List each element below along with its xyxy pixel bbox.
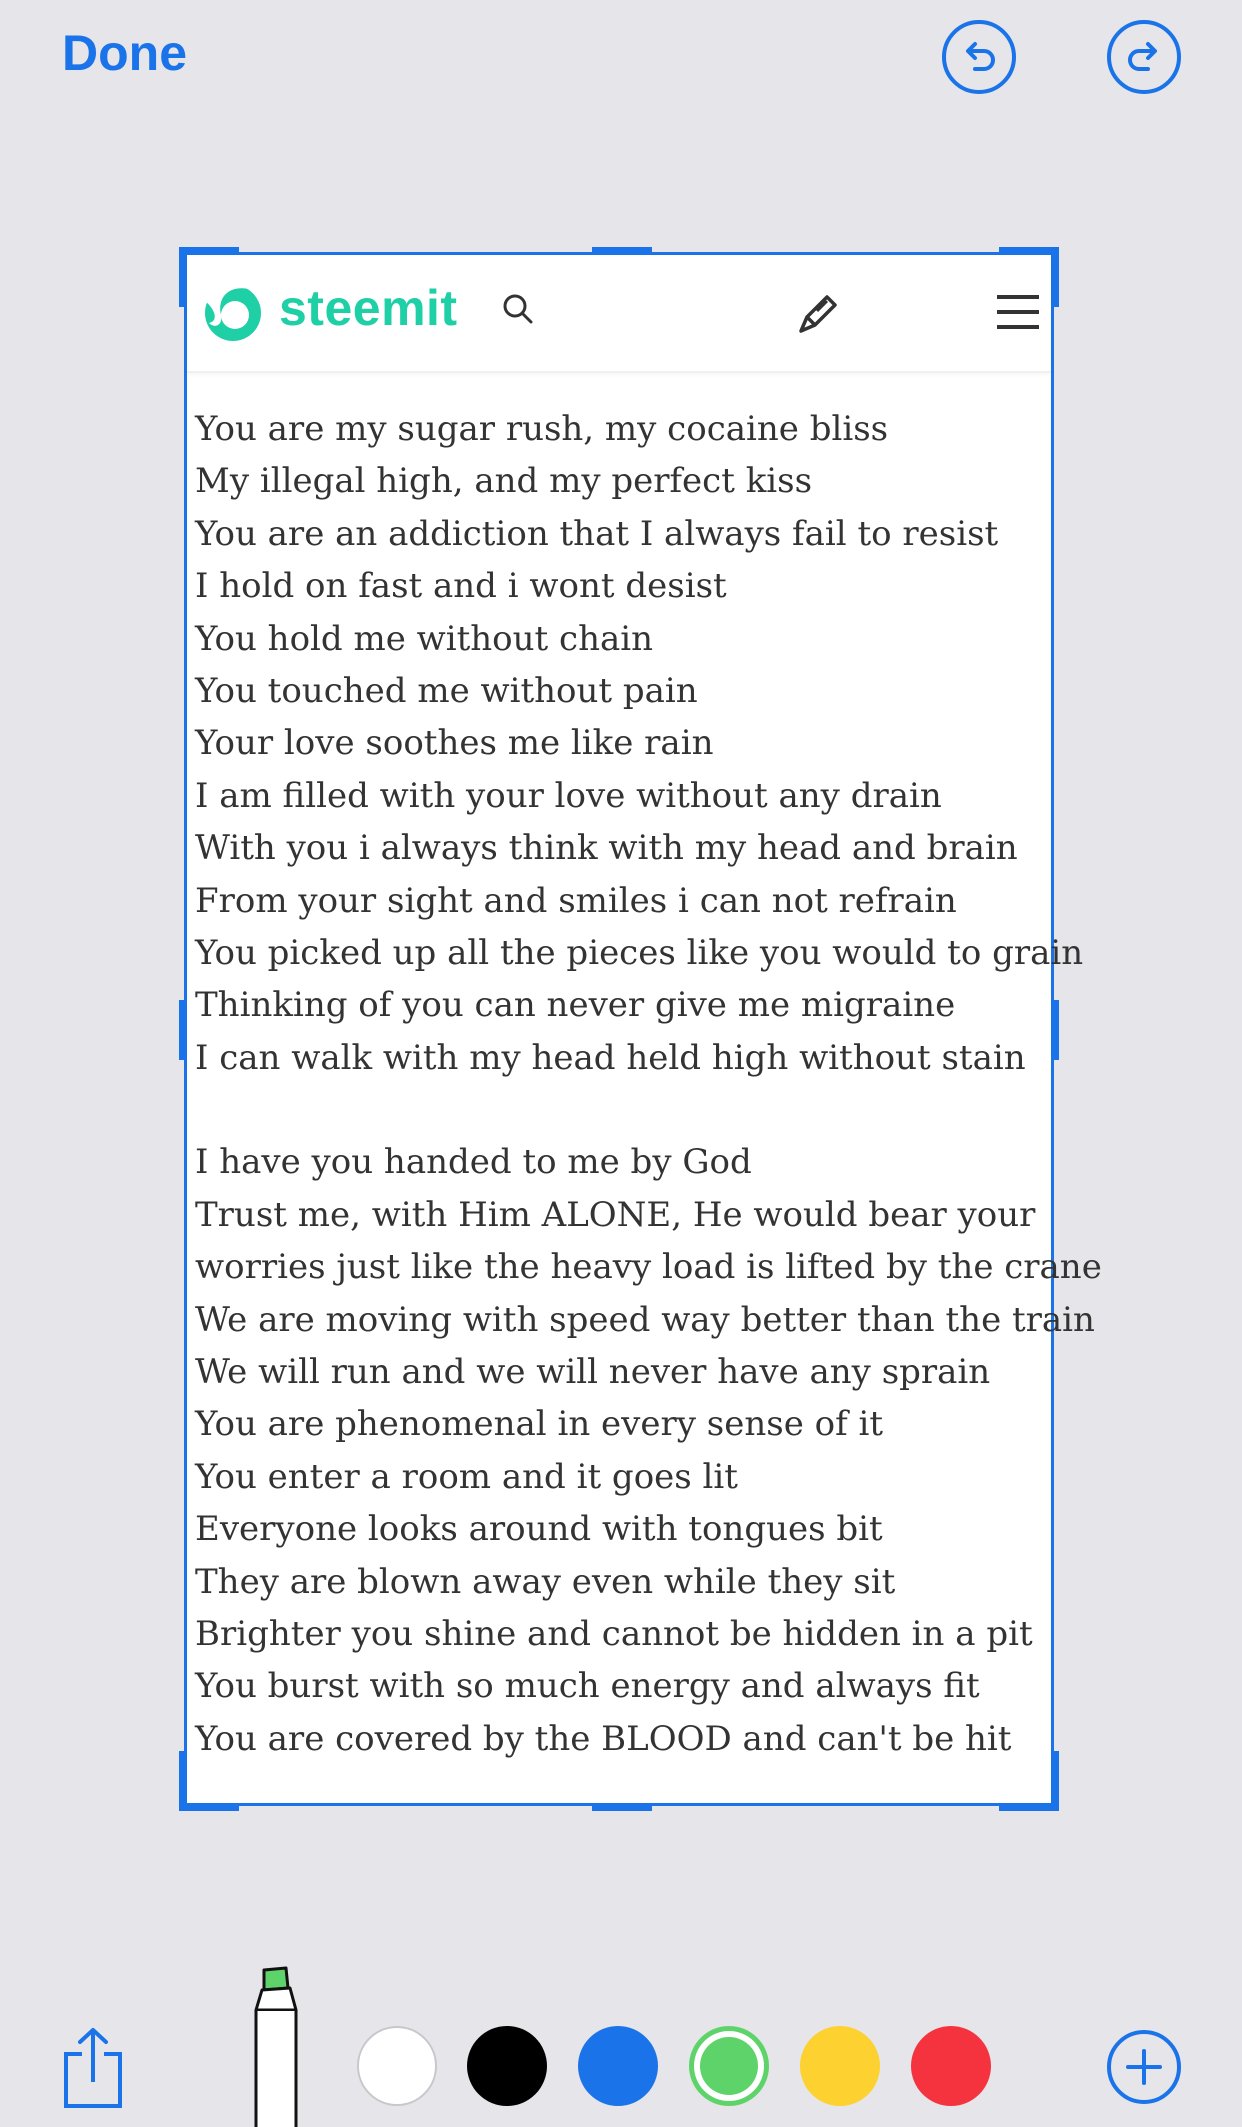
- poem-line: You are an addiction that I always fail to resist: [195, 513, 999, 554]
- poem-line: Trust me, with Him ALONE, He would bear your: [195, 1194, 1036, 1235]
- poem-line: I have you handed to me by God: [195, 1142, 752, 1183]
- poem-line: [195, 1084, 1051, 1136]
- poem-line: I can walk with my head held high without stain: [195, 1037, 1026, 1078]
- poem-line: You hold me without chain: [195, 618, 654, 659]
- poem-line: You burst with so much energy and always fit: [195, 1666, 980, 1707]
- color-swatch-white[interactable]: [357, 2026, 437, 2106]
- steemit-header: [187, 255, 1051, 373]
- undo-icon: [957, 35, 1001, 79]
- steemit-wordmark: steemit: [279, 280, 458, 336]
- poem-line: I hold on fast and i wont desist: [195, 566, 727, 607]
- marker-tool[interactable]: [244, 1966, 308, 2127]
- share-button[interactable]: [62, 2026, 124, 2113]
- poem-line: You enter a room and it goes lit: [195, 1456, 738, 1497]
- crop-handle-top[interactable]: [592, 247, 652, 255]
- color-swatch-yellow[interactable]: [800, 2026, 880, 2106]
- poem-line: My illegal high, and my perfect kiss: [195, 461, 813, 502]
- hamburger-menu-icon: [995, 293, 1041, 333]
- share-icon: [62, 2026, 124, 2110]
- poem-line: They are blown away even while they sit: [195, 1561, 896, 1602]
- color-swatch-red[interactable]: [911, 2026, 991, 2106]
- poem-line: Everyone looks around with tongues bit: [195, 1509, 883, 1550]
- poem-line: You picked up all the pieces like you would to grain: [195, 932, 1084, 973]
- poem-line: We will run and we will never have any sprain: [195, 1352, 991, 1393]
- screenshot-crop-frame[interactable]: [184, 252, 1102, 1806]
- poem-line: You are phenomenal in every sense of it: [195, 1404, 884, 1445]
- poem-line: worries just like the heavy load is lifted by the crane: [195, 1247, 1102, 1288]
- poem-line: You touched me without pain: [195, 670, 698, 711]
- marker-icon: [256, 1968, 296, 2127]
- search-icon: [499, 290, 539, 330]
- redo-button[interactable]: [1107, 20, 1181, 94]
- crop-handle-right[interactable]: [1051, 1000, 1059, 1060]
- plus-icon: [1124, 2047, 1164, 2087]
- done-button[interactable]: Done: [62, 25, 187, 81]
- color-swatch-green[interactable]: [689, 2026, 769, 2106]
- undo-button[interactable]: [942, 20, 1016, 94]
- poem-line: We are moving with speed way better than the train: [195, 1299, 1095, 1340]
- poem-line: I am filled with your love without any drain: [195, 775, 942, 816]
- steemit-logo-icon: [195, 275, 267, 347]
- poem-line: Brighter you shine and cannot be hidden in a pit: [195, 1613, 1033, 1654]
- poem-text: [195, 403, 1102, 1765]
- top-toolbar: [0, 0, 1242, 120]
- poem-line: Your love soothes me like rain: [195, 723, 714, 764]
- poem-line: You are my sugar rush, my cocaine bliss: [195, 409, 889, 449]
- color-swatch-black[interactable]: [467, 2026, 547, 2106]
- poem-line: You are covered by the BLOOD and can't be hit: [195, 1718, 1012, 1759]
- crop-handle-left[interactable]: [179, 1000, 187, 1060]
- add-button[interactable]: [1107, 2030, 1181, 2104]
- pencil-icon: [795, 289, 843, 337]
- color-swatch-blue[interactable]: [578, 2026, 658, 2106]
- poem-line: With you i always think with my head and brain: [195, 828, 1018, 869]
- crop-handle-bottom[interactable]: [592, 1803, 652, 1811]
- poem-line: From your sight and smiles i can not refrain: [195, 880, 957, 921]
- redo-icon: [1122, 35, 1166, 79]
- poem-line: Thinking of you can never give me migraine: [195, 985, 956, 1026]
